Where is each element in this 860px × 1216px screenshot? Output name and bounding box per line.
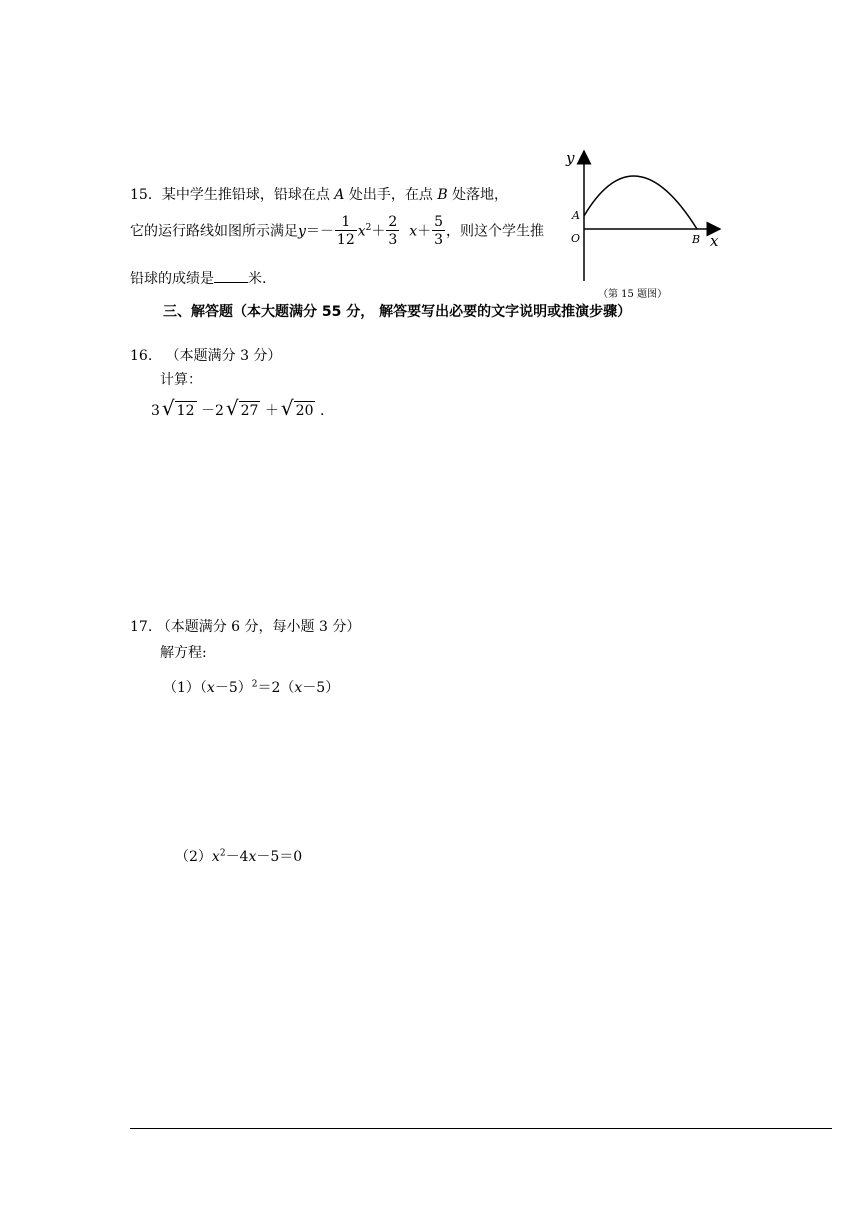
q15-text-3: 处落地， <box>452 187 509 203</box>
q15-point-a: A <box>334 187 345 203</box>
q17-p1-b: －5） <box>214 680 252 696</box>
q17-p1-label: （1） <box>163 680 200 696</box>
q17-p2-label: （2） <box>175 849 212 865</box>
q15-number: 15． <box>130 187 162 203</box>
q16-score: （本题满分 3 分） <box>165 348 282 364</box>
q15-figure <box>560 145 740 305</box>
answer-blank[interactable] <box>214 268 248 283</box>
q17-p1-square: 2 <box>251 679 258 690</box>
q17-p2-x2: x <box>248 849 257 865</box>
q17-p1-c: ＝2（ <box>257 680 295 696</box>
q15-text-6: 铅球的成绩是 <box>130 271 214 287</box>
q17-header <box>130 616 360 636</box>
q16-radicand-3: 20 <box>295 403 314 419</box>
q15-square: 2 <box>365 222 372 233</box>
q16-expression <box>151 396 325 422</box>
q15-y-var: y <box>298 223 306 240</box>
q15-line1 <box>130 184 508 204</box>
q17-p2-square: 2 <box>219 848 226 859</box>
q16-op-1: －2 <box>200 403 224 419</box>
q16-coef-1: 3 <box>151 403 160 419</box>
q16-number: 16. <box>130 348 153 364</box>
q15-plus-1: ＋ <box>371 223 386 240</box>
trajectory-curve <box>584 176 697 229</box>
q15-plus-2: ＋ <box>417 223 432 240</box>
q15-frac2-denominator: 3 <box>388 232 398 248</box>
q15-text-7: 米. <box>248 271 267 287</box>
q17-p2-b: －4 <box>225 849 249 865</box>
q15-fraction-1 <box>335 214 357 249</box>
q16-op-2: ＋ <box>264 403 279 419</box>
q15-x-var-2: x <box>409 223 418 240</box>
radical-icon: √ <box>225 396 239 420</box>
footer-divider <box>130 1128 832 1129</box>
q17-p2-c: －5＝0 <box>256 849 303 865</box>
q16-end: . <box>319 403 325 419</box>
q17-p1-a: （ <box>199 680 207 696</box>
label-o: O <box>571 232 581 245</box>
q15-text-1: 某中学生推铅球，铅球在点 <box>161 187 330 203</box>
q17-part-2 <box>175 846 302 866</box>
radical-icon: √ <box>280 396 294 420</box>
q16-radicand-2: 27 <box>240 403 259 419</box>
q17-instruction: 解方程: <box>160 645 207 661</box>
q17-score: （本题满分 6 分，每小题 3 分） <box>156 619 361 635</box>
q15-frac2-numerator: 2 <box>388 214 398 230</box>
q15-frac3-denominator: 3 <box>434 232 444 248</box>
q15-text-2: 处出手，在点 <box>348 187 433 203</box>
figure-caption: （第 15 题图） <box>598 289 668 300</box>
q17-p2-x1: x <box>211 849 220 865</box>
label-b: B <box>692 233 701 246</box>
label-x: x <box>710 232 719 250</box>
q17-part-1 <box>163 677 339 697</box>
q15-line3 <box>130 268 266 288</box>
radical-icon: √ <box>161 396 175 420</box>
q17-number: 17. <box>130 619 153 635</box>
label-a: A <box>572 209 580 222</box>
q15-fraction-2 <box>386 214 399 249</box>
q15-text-5: ，则这个学生推 <box>446 223 545 240</box>
q16-header <box>130 345 281 365</box>
q15-line2 <box>130 214 544 249</box>
q15-point-b: B <box>437 187 448 203</box>
q15-text-4: 它的运行路线如图所示满足 <box>130 223 298 240</box>
q15-fraction-3 <box>432 214 445 249</box>
label-y: y <box>566 149 575 167</box>
q15-frac1-numerator: 1 <box>335 214 357 231</box>
section-3-heading: 三、解答题（本大题满分 55 分， 解答要写出必要的文字说明或推演步骤） <box>163 304 632 320</box>
q17-p1-d: －5） <box>302 680 340 696</box>
q15-frac3-numerator: 5 <box>434 214 444 230</box>
q15-x-var: x <box>357 223 366 240</box>
q16-instruction: 计算： <box>160 372 202 388</box>
q15-frac1-denominator: 12 <box>336 232 355 248</box>
q17-p1-x1: x <box>206 680 215 696</box>
q17-p1-x2: x <box>294 680 303 696</box>
q16-radicand-1: 12 <box>176 403 195 419</box>
q15-eq-neg: ＝－ <box>305 223 334 240</box>
